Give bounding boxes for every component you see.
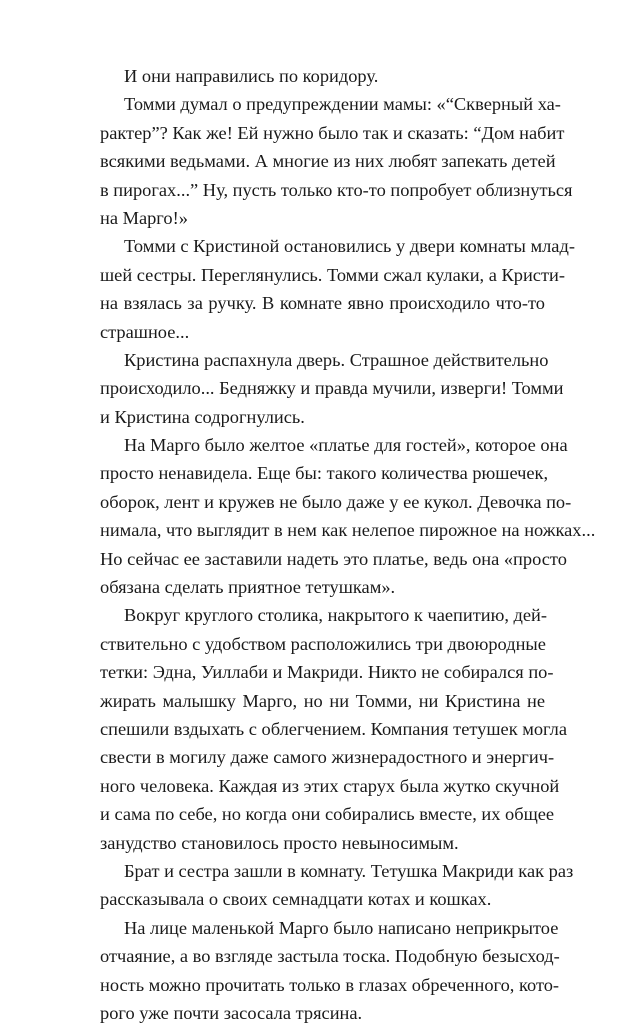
text-line: рассказывала о своих семнадцати котах и кошках. (100, 889, 492, 910)
text-line: На Марго было желтое «платье для гостей», которое она (124, 435, 568, 456)
paragraph (100, 914, 560, 1027)
text-line: на взялась за ручку. В комнате явно происходило что-то (100, 293, 545, 314)
text-line: обязана сделать приятное тетушкам». (100, 577, 396, 598)
text-line: страшное... (100, 321, 190, 342)
text-line: всякими ведьмами. А многие из них любят запекать детей (100, 151, 556, 172)
text-line: Кристина распахнула дверь. Страшное действительно (124, 349, 549, 370)
text-line: ного человека. Каждая из этих старух была жутко скучной (100, 775, 560, 796)
text-line: спешили вздыхать с облегчением. Компания тетушек могла (100, 718, 568, 739)
text-line: и Кристина содрогнулись. (100, 406, 305, 427)
text-line: ствительно с удобством расположились три двоюродные (100, 633, 546, 654)
text-line: свести в могилу даже самого жизнерадостного и энергич- (100, 747, 555, 768)
text-line: происходило... Бедняжку и правда мучили, изверги! Томми (100, 378, 564, 399)
text-line: и сама по себе, но когда они собирались вместе, их общее (100, 804, 555, 825)
text-line: рактер”? Как же! Ей нужно было так и сказать: “Дом набит (100, 122, 565, 143)
text-line: занудство становилось просто невыносимым. (100, 832, 459, 853)
text-line: На лице маленькой Марго было написано неприкрытое (124, 917, 559, 938)
text-line: рого уже почти засосала трясина. (100, 1002, 363, 1023)
text-line: Томми думал о предупреждении мамы: «“Скверный ха- (124, 94, 561, 115)
text-line: тетки: Эдна, Уиллаби и Макриди. Никто не собирался по- (100, 662, 554, 683)
text-line: на Марго!» (100, 207, 188, 228)
paragraph (100, 62, 545, 90)
paragraph (100, 232, 575, 346)
text-line: просто ненавидела. Еще бы: такого количества рюшечек, (100, 463, 549, 484)
paragraph (100, 601, 568, 857)
text-line: Вокруг круглого столика, накрытого к чаепитию, дей- (124, 605, 548, 626)
page-text (100, 62, 596, 1027)
paragraph (100, 431, 596, 601)
text-line: в пирогах...” Ну, пусть только кто-то попробует облизнуться (100, 179, 573, 200)
text-line: Но сейчас ее заставили надеть это платье, ведь она «просто (100, 548, 567, 569)
paragraph (100, 90, 573, 232)
text-line: шей сестры. Переглянулись. Томми сжал кулаки, а Кристи- (100, 264, 565, 285)
text-line: Томми с Кристиной остановились у двери комнаты млад- (124, 236, 575, 257)
text-line: оборок, лент и кружев не было даже у ее кукол. Девочка по- (100, 491, 572, 512)
text-line: нимала, что выглядит в нем как нелепое пирожное на ножках... (100, 520, 596, 541)
paragraph (100, 857, 574, 914)
text-line: И они направились по коридору. (124, 66, 379, 86)
text-line: Брат и сестра зашли в комнату. Тетушка Макриди как раз (124, 860, 574, 881)
text-line: отчаяние, а во взгляде застыла тоска. Подобную безысход- (100, 946, 560, 967)
text-line: ность можно прочитать только в глазах обреченного, кото- (100, 974, 560, 995)
paragraph (100, 346, 564, 431)
text-line: жирать малышку Марго, но ни Томми, ни Кристина не (100, 690, 545, 711)
